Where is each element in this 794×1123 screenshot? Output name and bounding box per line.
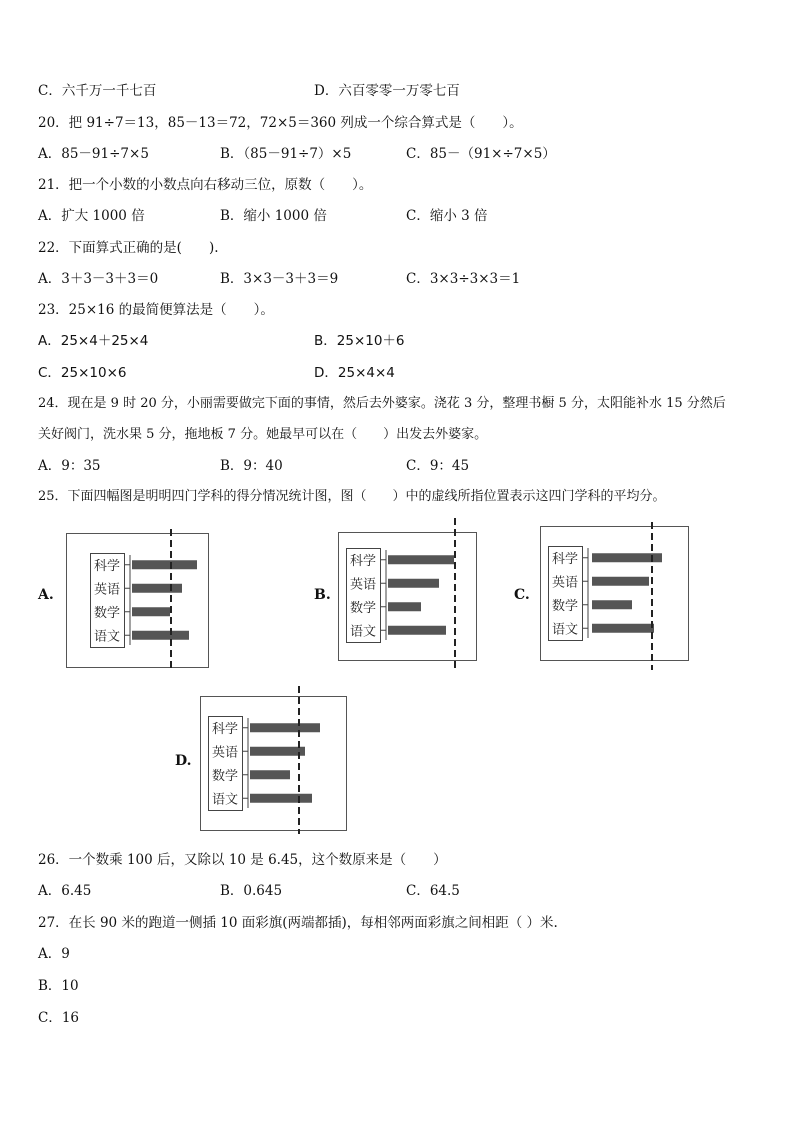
bar-2 bbox=[250, 747, 305, 756]
bar-2 bbox=[388, 579, 439, 588]
category-label: 英语 bbox=[93, 582, 121, 598]
q27-option-a: A．9 bbox=[38, 946, 70, 962]
bar-1 bbox=[132, 560, 197, 569]
bar-1 bbox=[388, 555, 454, 564]
q19-option-d: D．六百零零一万零七百 bbox=[314, 83, 460, 99]
chart-b bbox=[338, 518, 483, 670]
bar-1 bbox=[250, 723, 320, 732]
q21-option-b: B．缩小 1000 倍 bbox=[220, 208, 327, 224]
category-label: 语文 bbox=[349, 624, 377, 640]
category-label: 数学 bbox=[211, 768, 239, 784]
q19-option-c: C．六千万一千七百 bbox=[38, 83, 157, 99]
bar-4 bbox=[132, 631, 189, 640]
chart-a bbox=[66, 529, 216, 671]
q23-option-b: B．25×10＋6 bbox=[314, 333, 405, 349]
chart-frame bbox=[67, 534, 209, 668]
chart-a-label: A. bbox=[38, 587, 54, 603]
q20-stem: 20．把 91÷7＝13，85－13＝72，72×5＝360 列成一个综合算式是（ ）。 bbox=[38, 115, 523, 131]
bar-4 bbox=[592, 624, 654, 633]
category-label: 科学 bbox=[551, 551, 579, 567]
chart-c bbox=[540, 522, 690, 670]
q20-option-a: A．85－91÷7×5 bbox=[38, 146, 149, 162]
q21-option-c: C．缩小 3 倍 bbox=[406, 208, 488, 224]
q23-option-d: D．25×4×4 bbox=[314, 365, 395, 381]
bar-3 bbox=[250, 770, 290, 779]
category-label: 科学 bbox=[211, 721, 239, 737]
q24-option-c: C．9：45 bbox=[406, 458, 470, 474]
q24-option-b: B．9：40 bbox=[220, 458, 283, 474]
q22-option-b: B．3×3－3＋3＝9 bbox=[220, 271, 339, 287]
category-label: 语文 bbox=[211, 792, 239, 808]
q24-stem-line2: 关好阀门，洗水果 5 分，拖地板 7 分。她最早可以在（ ）出发去外婆家。 bbox=[38, 427, 488, 442]
q24-stem-line1: 24．现在是 9 时 20 分，小丽需要做完下面的事情，然后去外婆家。浇花 3 分，整理书橱 5 分，太阳能补水 15 分然后 bbox=[38, 396, 726, 411]
bar-3 bbox=[388, 602, 421, 611]
q23-option-c: C．25×10×6 bbox=[38, 365, 127, 381]
category-label: 英语 bbox=[349, 577, 377, 593]
q26-option-c: C．64.5 bbox=[406, 883, 460, 899]
q27-stem: 27．在长 90 米的跑道一侧插 10 面彩旗(两端都插)，每相邻两面彩旗之间相距（ ）米. bbox=[38, 915, 558, 931]
q26-option-a: A．6.45 bbox=[38, 883, 92, 899]
q26-option-b: B．0.645 bbox=[220, 883, 283, 899]
q20-option-b: B．（85－91÷7）×5 bbox=[220, 146, 352, 162]
category-label: 科学 bbox=[93, 558, 121, 574]
category-label: 英语 bbox=[551, 575, 579, 591]
q25-stem: 25．下面四幅图是明明四门学科的得分情况统计图，图（ ）中的虚线所指位置表示这四门学科的平均分。 bbox=[38, 489, 666, 504]
q27-option-c: C．16 bbox=[38, 1010, 80, 1026]
category-label: 数学 bbox=[93, 605, 121, 621]
category-label: 语文 bbox=[551, 622, 579, 638]
bar-4 bbox=[250, 794, 312, 803]
bar-3 bbox=[592, 600, 632, 609]
bar-2 bbox=[592, 577, 649, 586]
q22-option-c: C．3×3÷3×3＝1 bbox=[406, 271, 521, 287]
chart-b-label: B. bbox=[314, 587, 331, 603]
q23-option-a: A．25×4＋25×4 bbox=[38, 333, 149, 349]
category-label: 数学 bbox=[551, 598, 579, 614]
q24-option-a: A．9：35 bbox=[38, 458, 101, 474]
category-label: 语文 bbox=[93, 629, 121, 645]
category-label: 科学 bbox=[349, 553, 377, 569]
q21-option-a: A．扩大 1000 倍 bbox=[38, 208, 145, 224]
q22-stem: 22．下面算式正确的是( ). bbox=[38, 240, 219, 256]
q23-stem: 23．25×16 的最简便算法是（ ）。 bbox=[38, 302, 274, 318]
q26-stem: 26．一个数乘 100 后，又除以 10 是 6.45，这个数原来是（ ） bbox=[38, 852, 447, 868]
chart-d bbox=[198, 686, 348, 834]
chart-d-label: D. bbox=[175, 753, 192, 769]
q27-option-b: B．10 bbox=[38, 978, 79, 994]
bar-2 bbox=[132, 584, 182, 593]
chart-c-label: C. bbox=[514, 587, 530, 603]
q20-option-c: C．85－（91×÷7×5） bbox=[406, 146, 556, 162]
q21-stem: 21．把一个小数的小数点向右移动三位，原数（ ）。 bbox=[38, 177, 373, 193]
bar-4 bbox=[388, 626, 446, 635]
category-label: 数学 bbox=[349, 600, 377, 616]
q22-option-a: A．3＋3－3＋3＝0 bbox=[38, 271, 159, 287]
category-label: 英语 bbox=[211, 745, 239, 761]
bar-3 bbox=[132, 607, 170, 616]
